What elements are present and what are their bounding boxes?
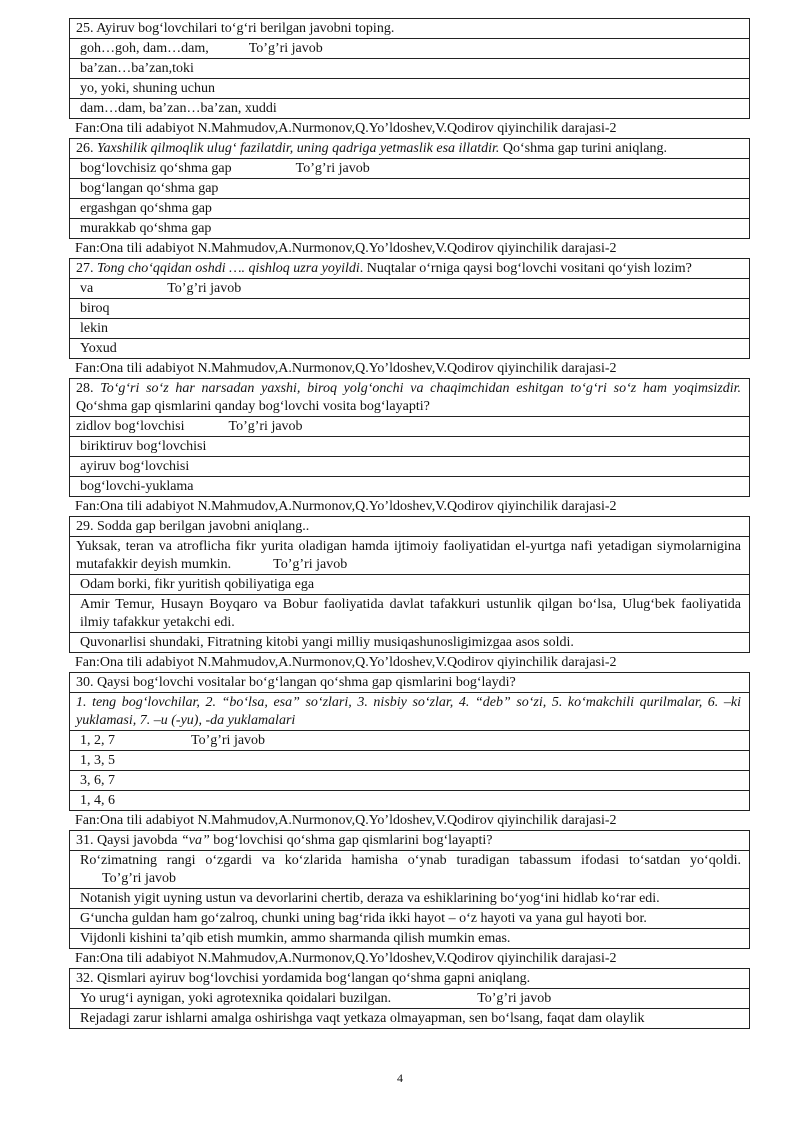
option-row xyxy=(70,595,749,633)
option-row xyxy=(70,159,749,179)
correct-answer-label: To’g’ri javob xyxy=(273,557,348,572)
question-text xyxy=(70,831,749,851)
option-row xyxy=(70,59,749,79)
question-text-span: 32. Qismlari ayiruv bog‘lovchisi yordamida bog‘langan qo‘shma gapni aniqlang. xyxy=(76,971,531,986)
option-row xyxy=(70,39,749,59)
question-32 xyxy=(69,968,750,1029)
option-row xyxy=(70,299,749,319)
option-row xyxy=(70,1009,749,1029)
question-rest: . Nuqtalar o‘rniga qaysi bog‘lovchi vositani qo‘yish lozim? xyxy=(359,261,692,276)
option-text: ergashgan qo‘shma gap xyxy=(80,201,212,216)
option-row xyxy=(70,771,749,791)
option-row xyxy=(70,909,749,929)
fan-line: Fan:Ona tili adabiyot N.Mahmudov,A.Nurmonov,Q.Yo’ldoshev,V.Qodirov qiyinchilik darajasi-2 xyxy=(75,361,617,376)
correct-answer-label: To’g’ri javob xyxy=(167,281,242,296)
option-text: biriktiruv bog‘lovchisi xyxy=(80,439,207,454)
correct-answer-label: To’g’ri javob xyxy=(228,419,303,434)
question-text xyxy=(70,379,749,417)
option-text: Odam borki, fikr yuritish qobiliyatiga ega xyxy=(80,577,315,592)
option-text: 1, 4, 6 xyxy=(80,793,115,808)
question-number: 31. Qaysi javobda xyxy=(76,833,178,848)
option-row xyxy=(70,199,749,219)
question-31 xyxy=(69,830,750,949)
option-row xyxy=(70,457,749,477)
question-25 xyxy=(69,18,750,119)
question-italic: “va” xyxy=(180,833,210,848)
option-row xyxy=(70,929,749,949)
question-text xyxy=(70,259,749,279)
fan-line: Fan:Ona tili adabiyot N.Mahmudov,A.Nurmonov,Q.Yo’ldoshev,V.Qodirov qiyinchilik darajasi-2 xyxy=(75,655,617,670)
question-number: 27. xyxy=(76,261,94,276)
option-text: bog‘lovchi-yuklama xyxy=(80,479,194,494)
question-29 xyxy=(69,516,750,653)
option-row xyxy=(70,989,749,1009)
option-row xyxy=(70,477,749,497)
option-text: Rejadagi zarur ishlarni amalga oshirishga vaqt yetkaza olmayapman, sen bo‘lsang, faqat dam olaylik xyxy=(80,1011,645,1026)
option-row xyxy=(70,751,749,771)
option-text: Quvonarlisi shundaki, Fitratning kitobi yangi milliy musiqashunosligimizgaa asos soldi. xyxy=(80,635,574,650)
option-text: Amir Temur, Husayn Boyqaro va Bobur faoliyatida davlat tafakkuri ustunlik qilgan bo‘lsa, Ulug‘bek faoliyatida ilmiy tafakkur yetakchi edi. xyxy=(80,597,741,630)
question-italic-list xyxy=(70,693,749,731)
correct-answer-label: To’g’ri javob xyxy=(295,161,370,176)
fan-line: Fan:Ona tili adabiyot N.Mahmudov,A.Nurmonov,Q.Yo’ldoshev,V.Qodirov qiyinchilik darajasi-2 xyxy=(75,951,617,966)
option-text: 1, 3, 5 xyxy=(80,753,115,768)
question-number: 28. xyxy=(76,381,94,396)
option-text: murakkab qo‘shma gap xyxy=(80,221,212,236)
question-text xyxy=(70,139,749,159)
correct-answer-label: To’g’ri javob xyxy=(102,871,177,886)
option-text: lekin xyxy=(80,321,108,336)
option-text: Yoxud xyxy=(80,341,117,356)
question-text xyxy=(70,969,749,989)
correct-answer-label: To’g’ri javob xyxy=(191,733,266,748)
question-text-span: 25. Ayiruv bog‘lovchilari to‘g‘ri berilgan javobni toping. xyxy=(76,21,395,36)
option-text: Yuksak, teran va atroflicha fikr yurita oladigan hamda ijtimoiy faoliyatidan el-yurtga nafi yetadigan siymolarnigina mutafakkir deyish mumkin. xyxy=(76,539,741,572)
option-text: goh…goh, dam…dam, xyxy=(80,41,209,56)
option-row xyxy=(70,437,749,457)
question-27 xyxy=(69,258,750,359)
option-row xyxy=(70,889,749,909)
correct-answer-label: To’g’ri javob xyxy=(248,41,323,56)
option-row xyxy=(70,219,749,239)
option-row xyxy=(70,99,749,119)
option-text: 1, 2, 7 xyxy=(80,733,115,748)
question-28 xyxy=(69,378,750,497)
question-sheet xyxy=(69,18,750,1029)
question-text xyxy=(70,19,749,39)
option-text: biroq xyxy=(80,301,110,316)
option-row xyxy=(70,731,749,751)
option-row xyxy=(70,79,749,99)
option-text: yo, yoki, shuning uchun xyxy=(80,81,215,96)
option-row xyxy=(70,179,749,199)
option-text: Notanish yigit uyning ustun va devorlarini chertib, deraza va eshiklarining bo‘yog‘ini hidlab ko‘rar edi. xyxy=(80,891,660,906)
question-26 xyxy=(69,138,750,239)
fan-line: Fan:Ona tili adabiyot N.Mahmudov,A.Nurmonov,Q.Yo’ldoshev,V.Qodirov qiyinchilik darajasi-2 xyxy=(75,499,617,514)
option-row xyxy=(70,575,749,595)
option-text: G‘uncha guldan ham go‘zalroq, chunki uning bag‘rida ikki hayot – o‘z hayoti va yana gul hayoti bor. xyxy=(80,911,647,926)
fan-line: Fan:Ona tili adabiyot N.Mahmudov,A.Nurmonov,Q.Yo’ldoshev,V.Qodirov qiyinchilik darajasi-2 xyxy=(75,241,617,256)
option-row xyxy=(70,633,749,653)
option-row xyxy=(70,851,749,889)
question-italic: Tong cho‘qqidan oshdi …. qishloq uzra yoyildi xyxy=(97,261,360,276)
option-text: Yo urug‘i aynigan, yoki agrotexnika qoidalari buzilgan. xyxy=(80,991,392,1006)
correct-answer-label: To’g’ri javob xyxy=(477,991,552,1006)
option-row xyxy=(70,537,749,575)
question-rest: bog‘lovchisi qo‘shma gap qismlarini bog‘layapti? xyxy=(213,833,493,848)
question-italic: Yaxshilik qilmoqlik ulug‘ fazilatdir, uning qadriga yetmaslik esa illatdir. xyxy=(97,141,500,156)
option-text: zidlov bog‘lovchisi xyxy=(76,419,185,434)
option-row xyxy=(70,791,749,811)
question-text-span: 29. Sodda gap berilgan javobni aniqlang.. xyxy=(76,519,310,534)
question-text xyxy=(70,673,749,693)
option-text: dam…dam, ba’zan…ba’zan, xuddi xyxy=(80,101,277,116)
option-text: ba’zan…ba’zan,toki xyxy=(80,61,194,76)
option-text: Ro‘zimatning rangi o‘zgardi va ko‘zlarida hamisha o‘ynab turadigan tabassum ifodasi to‘satdan yo‘qoldi. xyxy=(80,853,741,868)
option-row xyxy=(70,339,749,359)
option-text: 3, 6, 7 xyxy=(80,773,115,788)
question-number: 26. xyxy=(76,141,94,156)
page-number: 4 xyxy=(397,1071,403,1085)
question-text xyxy=(70,517,749,537)
question-rest: Qo‘shma gap qismlarini qanday bog‘lovchi vosita bog‘layapti? xyxy=(76,399,430,414)
fan-line: Fan:Ona tili adabiyot N.Mahmudov,A.Nurmonov,Q.Yo’ldoshev,V.Qodirov qiyinchilik darajasi-2 xyxy=(75,121,617,136)
question-30 xyxy=(69,672,750,811)
option-row xyxy=(70,417,749,437)
option-text: bog‘langan qo‘shma gap xyxy=(80,181,219,196)
option-text: ayiruv bog‘lovchisi xyxy=(80,459,190,474)
fan-line: Fan:Ona tili adabiyot N.Mahmudov,A.Nurmonov,Q.Yo’ldoshev,V.Qodirov qiyinchilik darajasi-2 xyxy=(75,813,617,828)
option-text: bog‘lovchisiz qo‘shma gap xyxy=(80,161,232,176)
question-rest: Qo‘shma gap turini aniqlang. xyxy=(502,141,667,156)
question-italic: To‘g‘ri so‘z har narsadan yaxshi, biroq yolg‘onchi va chaqimchidan eshitgan to‘g‘ri so‘z ham yoqimsizdir. xyxy=(100,381,742,396)
option-row xyxy=(70,279,749,299)
option-row xyxy=(70,319,749,339)
question-italic: 1. teng bog‘lovchilar, 2. “bo‘lsa, esa” so‘zlari, 3. nisbiy so‘zlar, 4. “deb” so‘zi, 5. ko‘makchili qurilmalar, 6. –ki yuklamasi, 7. –u (-yu), -da yuklamalari xyxy=(76,695,741,728)
option-text: va xyxy=(80,281,94,296)
option-text: Vijdonli kishini ta’qib etish mumkin, ammo sharmanda qilish mumkin emas. xyxy=(80,931,511,946)
question-text-span: 30. Qaysi bog‘lovchi vositalar bo‘g‘langan qo‘shma gap qismlarini bog‘laydi? xyxy=(76,675,516,690)
